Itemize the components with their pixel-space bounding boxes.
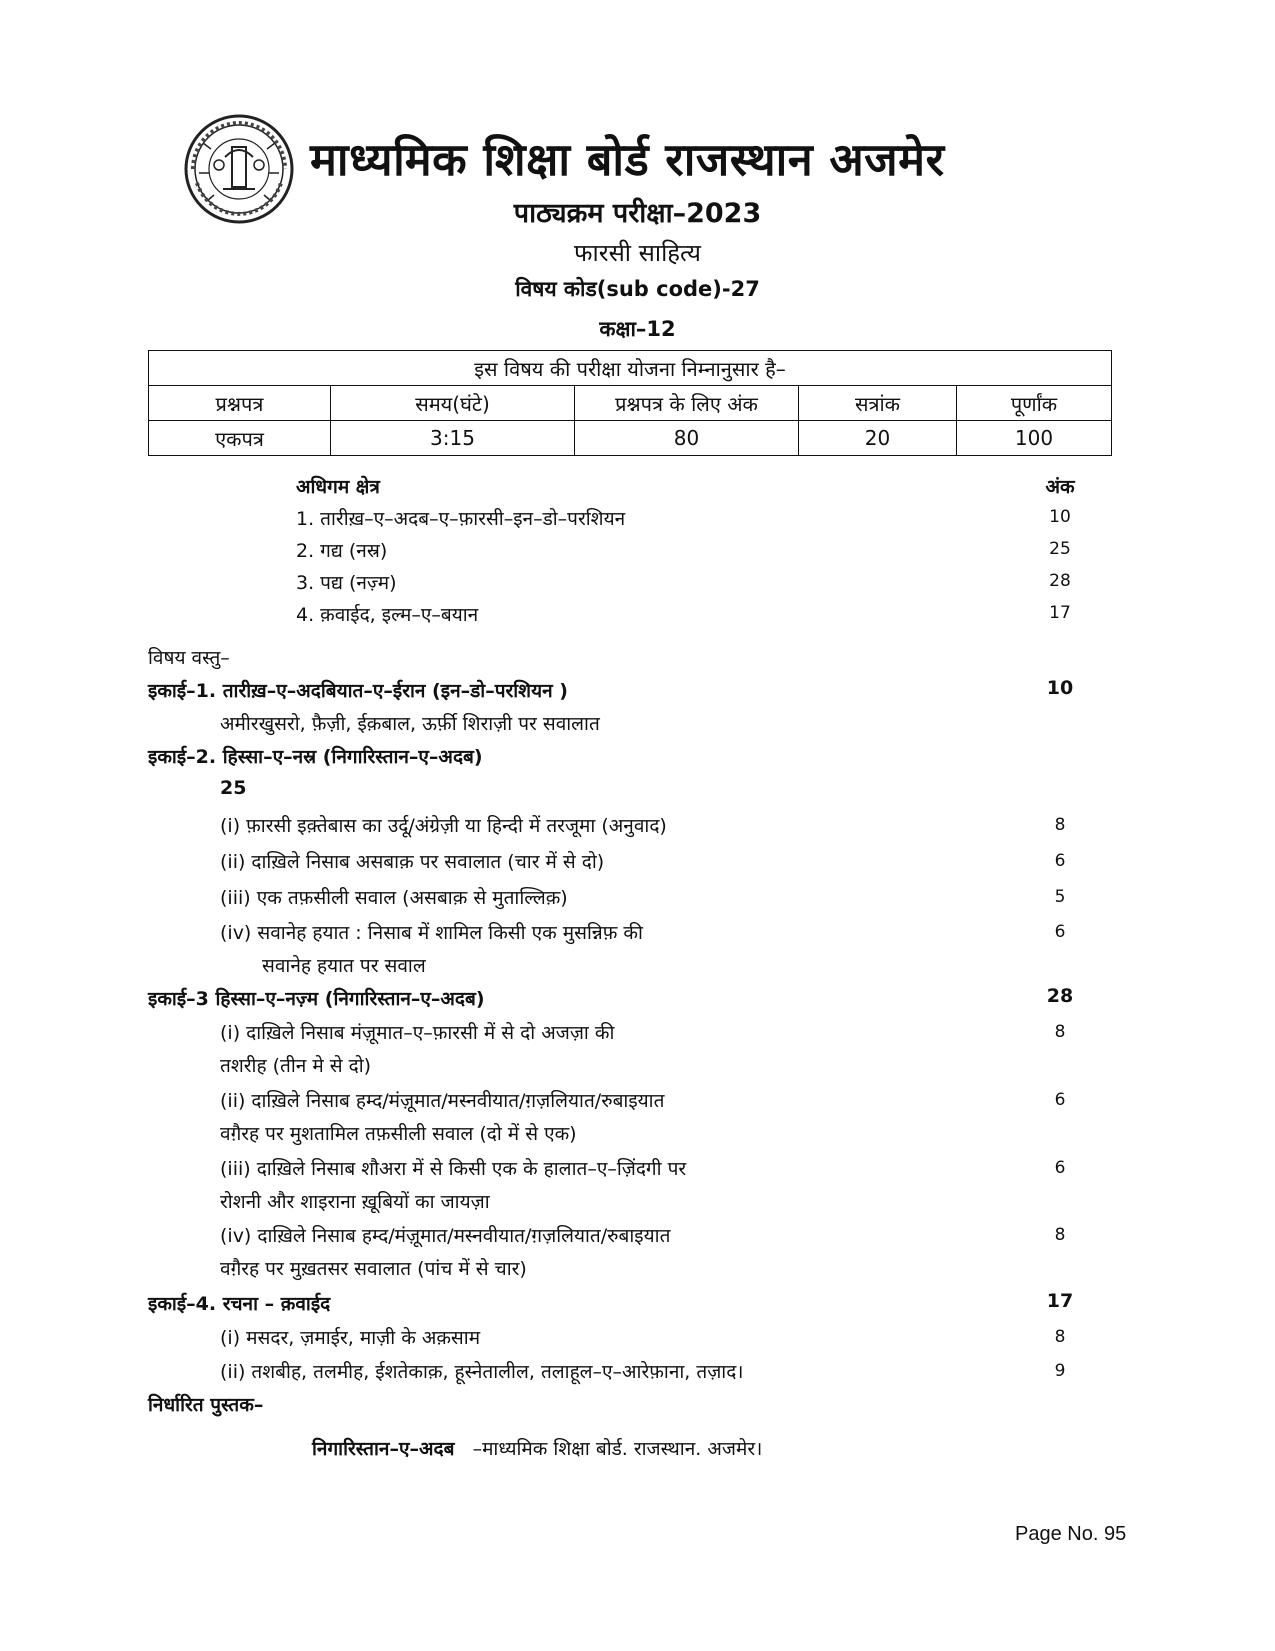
header-cell: पूर्णांक xyxy=(957,386,1112,421)
unit2-marks: 25 xyxy=(220,777,247,799)
unit4-title: इकाई–4. रचना – क़वाईद xyxy=(148,1293,331,1315)
header-cell: समय(घंटे) xyxy=(331,386,575,421)
unit3-title: इकाई–3 हिस्सा–ए–नज़्म (निगारिस्तान–ए–अदब) xyxy=(148,988,485,1010)
unit3-item-marks: 8 xyxy=(1054,1022,1066,1042)
unit3-item-marks: 8 xyxy=(1054,1225,1066,1245)
area-marks: 10 xyxy=(1049,507,1071,527)
page-number: Page No. 95 xyxy=(1015,1523,1127,1545)
unit2-item-marks: 8 xyxy=(1054,815,1066,835)
unit3-item-cont: रोशनी और शाइराना ख़ूबियों का जायज़ा xyxy=(220,1191,490,1213)
area-item: 3. पद्य (नज़्म) xyxy=(296,572,397,594)
unit3-item: (ii) दाख़िले निसाब हम्द/मंज़ूमात/मस्नवीयात/ग़ज़लियात/रुबाइयात xyxy=(220,1090,665,1112)
unit2-item-marks: 6 xyxy=(1054,922,1066,942)
unit4-item: (ii) तशबीह, तलमीह, ईशतेकाक़, हूस्नेतालील, तलाहूल–ए–आरेफ़ाना, तज़ाद। xyxy=(220,1361,744,1383)
unit2-item: (iii) एक तफ़सीली सवाल (असबाक़ से मुताल्लिक़) xyxy=(220,887,568,909)
unit3-item: (iv) दाख़िले निसाब हम्द/मंज़ूमात/मस्नवीयात/ग़ज़लियात/रुबाइयात xyxy=(220,1225,671,1247)
scheme-caption: इस विषय की परीक्षा योजना निम्नानुसार है– xyxy=(149,351,1112,386)
area-marks: 28 xyxy=(1049,571,1071,591)
header-cell: प्रश्नपत्र xyxy=(149,386,331,421)
unit2-item: (iv) सवानेह हयात : निसाब में शामिल किसी एक मुसन्निफ़ की xyxy=(220,922,643,944)
subject-code: विषय कोड(sub code)-27 xyxy=(515,277,760,301)
unit3-marks: 28 xyxy=(1046,985,1074,1007)
area-item: 1. तारीख़–ए–अदब–ए–फ़ारसी–इन–डो–परशियन xyxy=(296,508,626,530)
unit1-text: अमीरखुसरो, फ़ैज़ी, ईक़बाल, ऊर्फ़ी शिराज़ी पर सवालात xyxy=(220,713,600,735)
unit3-item-marks: 6 xyxy=(1054,1158,1066,1178)
unit2-item: (i) फ़ारसी इक़्तेबास का उर्दू/अंग्रेज़ी या हिन्दी में तरजूमा (अनुवाद) xyxy=(220,815,667,837)
area-item: 2. गद्य (नस्र) xyxy=(296,540,388,562)
header-cell: सत्रांक xyxy=(799,386,957,421)
unit3-item-cont: वग़ैरह पर मुख़तसर सवालात (पांच में से चार) xyxy=(220,1258,527,1280)
unit3-item-cont: वग़ैरह पर मुशतामिल तफ़सीली सवाल (दो में से एक) xyxy=(220,1123,577,1145)
value-cell: 80 xyxy=(575,421,799,456)
header-cell: प्रश्नपत्र के लिए अंक xyxy=(575,386,799,421)
book-title: निगारिस्तान–ए–अदब xyxy=(312,1438,455,1460)
unit4-item-marks: 9 xyxy=(1054,1361,1066,1381)
area-marks: 17 xyxy=(1049,603,1071,623)
unit3-item: (i) दाख़िले निसाब मंज़ूमात–ए–फ़ारसी में से दो अजज़ा की xyxy=(220,1022,615,1044)
content-heading: विषय वस्तु– xyxy=(148,647,230,669)
value-cell: 3:15 xyxy=(331,421,575,456)
book-publisher: –माध्यमिक शिक्षा बोर्ड. राजस्थान. अजमेर। xyxy=(472,1438,763,1460)
area-item: 4. क़वाईद, इल्म–ए–बयान xyxy=(296,604,479,626)
unit1-title: इकाई–1. तारीख़–ए–अदबियात–ए–ईरान (इन–डो–परशियन ) xyxy=(148,680,568,702)
value-cell: एकपत्र xyxy=(149,421,331,456)
unit2-item-marks: 6 xyxy=(1054,851,1066,871)
subject-name: फारसी साहित्य xyxy=(574,239,701,267)
exam-syllabus-title: पाठ्यक्रम परीक्षा–2023 xyxy=(513,198,762,229)
value-cell: 20 xyxy=(799,421,957,456)
area-marks: 25 xyxy=(1049,539,1071,559)
unit3-item-marks: 6 xyxy=(1054,1090,1066,1110)
unit2-item-marks: 5 xyxy=(1054,887,1066,907)
exam-scheme-table xyxy=(148,350,1112,456)
class-label: कक्षा–12 xyxy=(599,317,676,341)
books-heading: निर्धारित पुस्तक– xyxy=(148,1394,264,1416)
unit1-marks: 10 xyxy=(1046,677,1074,699)
unit4-item-marks: 8 xyxy=(1054,1327,1066,1347)
unit2-item-cont: सवानेह हयात पर सवाल xyxy=(262,955,426,977)
unit2-item: (ii) दाख़िले निसाब असबाक़ पर सवालात (चार में से दो) xyxy=(220,851,605,873)
areas-marks-heading: अंक xyxy=(1045,476,1075,498)
value-cell: 100 xyxy=(957,421,1112,456)
unit4-marks: 17 xyxy=(1046,1290,1074,1312)
unit2-title: इकाई–2. हिस्सा–ए–नस्र (निगारिस्तान–ए–अदब) xyxy=(148,746,483,768)
unit3-item-cont: तशरीह (तीन मे से दो) xyxy=(220,1055,372,1077)
board-title: माध्यमिक शिक्षा बोर्ड राजस्थान अजमेर xyxy=(310,133,945,186)
unit4-item: (i) मसदर, ज़माईर, माज़ी के अक़साम xyxy=(220,1327,481,1349)
unit3-item: (iii) दाख़िले निसाब शौअरा में से किसी एक के हालात–ए–ज़िंदगी पर xyxy=(220,1158,687,1180)
scheme-header-row xyxy=(149,386,1112,421)
scheme-value-row xyxy=(149,421,1112,456)
prescribed-book xyxy=(312,1435,762,1461)
areas-heading: अधिगम क्षेत्र xyxy=(296,476,380,498)
